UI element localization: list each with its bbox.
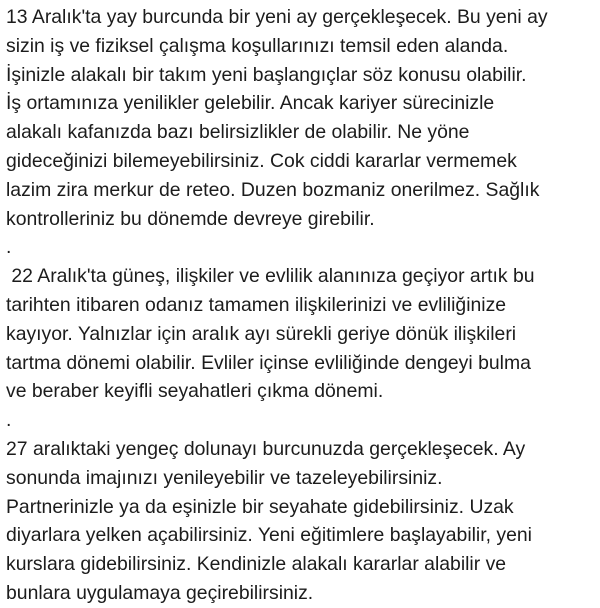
text-line: kontrolleriniz bu dönemde devreye girebilir. <box>6 207 375 230</box>
text-line: 22 Aralık'ta güneş, ilişkiler ve evlilik alanınıza geçiyor artık bu <box>6 265 535 288</box>
text-line: sizin iş ve fiziksel çalışma koşullarınızı temsil eden alanda. <box>6 34 509 57</box>
text-line: kayıyor. Yalnızlar için aralık ayı sürekli geriye dönük ilişkileri <box>6 322 517 345</box>
text-line: lazim zira merkur de reteo. Duzen bozmaniz onerilmez. Sağlık <box>6 178 540 201</box>
text-line: tarihten itibaren odanız tamamen ilişkilerinizi ve evliliğinize <box>6 293 507 316</box>
horoscope-text <box>6 0 596 608</box>
text-line: 27 aralıktaki yengeç dolunayı burcunuzda gerçekleşecek. Ay <box>6 437 526 460</box>
text-line: bunlara uygulamaya geçirebilirsiniz. <box>6 581 314 604</box>
text-line: alakalı kafanızda bazı belirsizlikler de olabilir. Ne yöne <box>6 121 470 144</box>
dot-separator: . <box>6 409 12 432</box>
text-line: İş ortamınıza yenilikler gelebilir. Ancak kariyer sürecinizle <box>6 92 495 115</box>
text-line: kurslara gidebilirsiniz. Kendinizle alakalı kararlar alabilir ve <box>6 553 507 576</box>
text-line: gideceğinizi bilemeyebilirsiniz. Cok ciddi kararlar vermemek <box>6 149 517 172</box>
paragraph-full-moon <box>6 435 596 608</box>
dot-separator: . <box>6 236 12 259</box>
text-line: 13 Aralık'ta yay burcunda bir yeni ay gerçekleşecek. Bu yeni ay <box>6 6 548 28</box>
text-line: tartma dönemi olabilir. Evliler içinse evliliğinde dengeyi bulma <box>6 351 531 374</box>
text-line: İşinizle alakalı bir takım yeni başlangıçlar söz konusu olabilir. <box>6 63 527 86</box>
text-line: ve beraber keyifli seyahatleri çıkma dönemi. <box>6 380 384 403</box>
text-line: Partnerinizle ya da eşinizle bir seyahate gidebilirsiniz. Uzak <box>6 495 514 518</box>
text-line: diyarlara yelken açabilirsiniz. Yeni eğitimlere başlayabilir, yeni <box>6 524 532 547</box>
paragraph-sun-transit <box>6 262 596 406</box>
text-line: sonunda imajınızı yenileyebilir ve tazeleyebilirsiniz. <box>6 466 443 489</box>
paragraph-new-moon <box>6 3 596 233</box>
